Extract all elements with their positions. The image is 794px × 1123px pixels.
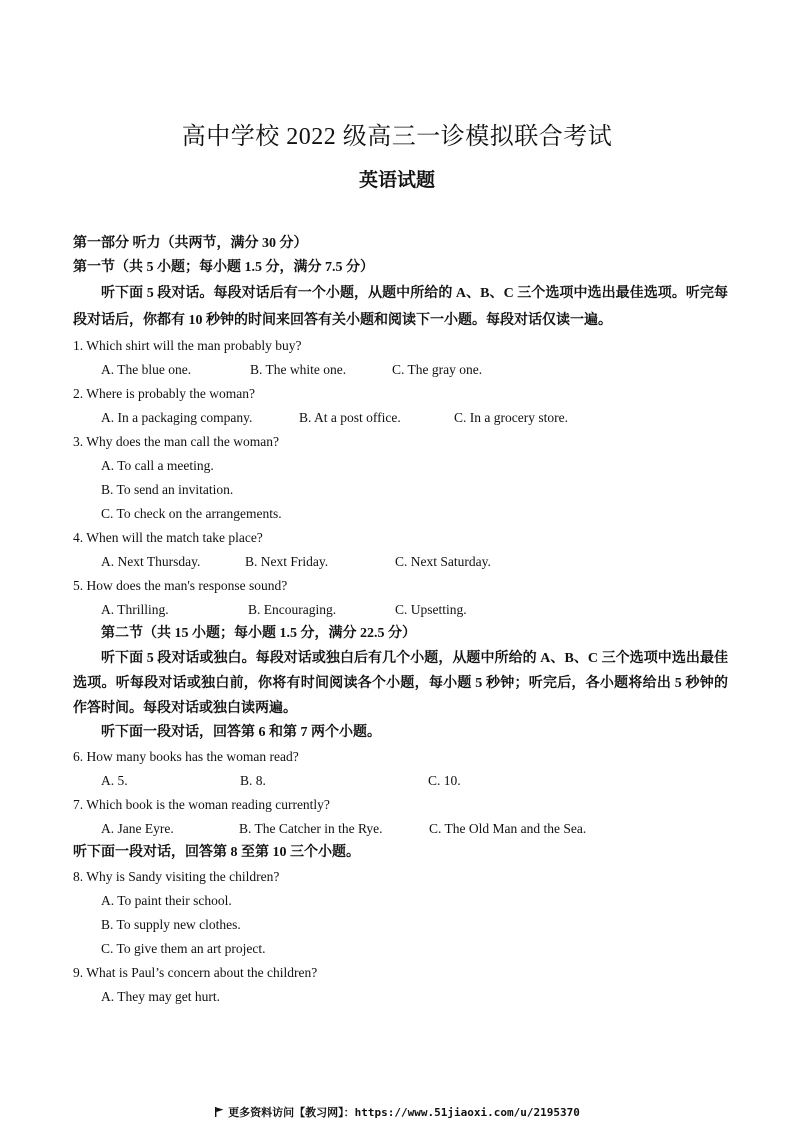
option-b: B. Encouraging. [248,602,337,617]
question-stem: 6. How many books has the woman read? [73,749,299,764]
section1-instructions: 听下面 5 段对话。每段对话后有一个小题，从题中所给的 A、B、C 三个选项中选出最佳选项。听完每段对话后，你都有 10 秒钟的时间来回答有关小题和阅读下一小题。每段对话仅读一遍。 [73,286,728,328]
option-a-text: A. To call a meeting. [101,458,214,473]
option-c [73,502,728,526]
option-b: B. 8. [240,773,266,788]
section1-heading: 第一节（共 5 小题；每小题 1.5 分，满分 7.5 分） [73,260,374,275]
question-stem: 4. When will the match take place? [73,530,263,545]
option-b: B. Next Friday. [245,554,329,569]
option-a: A. In a packaging company. [101,410,253,425]
question-stem: 2. Where is probably the woman? [73,386,255,401]
option-b: B. The white one. [250,362,347,377]
question-options [73,817,728,841]
option-c-text: C. To give them an art project. [101,941,266,956]
option-c: C. Upsetting. [395,602,467,617]
option-b: B. The Catcher in the Rye. [239,821,383,836]
option-a [73,889,728,913]
note-q8-10: 听下面一段对话，回答第 8 至第 10 三个小题。 [73,845,360,860]
option-c-text: C. To check on the arrangements. [101,506,282,521]
question-options [73,598,728,622]
section2-heading: 第二节（共 15 小题；每小题 1.5 分，满分 22.5 分） [101,626,416,641]
part1-heading: 第一部分 听力（共两节，满分 30 分） [73,236,308,251]
option-c: C. The Old Man and the Sea. [429,821,587,836]
option-a-text: A. To paint their school. [101,893,232,908]
question-stem: 3. Why does the man call the woman? [73,434,279,449]
exam-body [73,232,728,1009]
option-c: C. 10. [428,773,461,788]
note-q6-7: 听下面一段对话，回答第 6 和第 7 两个小题。 [101,725,381,740]
section2-instructions: 听下面 5 段对话或独白。每段对话或独白后有几个小题，从题中所给的 A、B、C 三个选项中选出最佳选项。听每段对话或独白前，你将有时间阅读各个小题，每小题 5 秒钟；听完后，各小题将给出 5 秒钟的作答时间。每段对话或独白读两遍。 [73,651,728,716]
footer-text[interactable]: 更多资料访问【教习网】：https://www.51jiaoxi.com/u/2195370 [228,1106,580,1119]
option-c: C. Next Saturday. [395,554,491,569]
option-a: A. Jane Eyre. [101,821,174,836]
footer-link[interactable] [0,1104,794,1120]
question-options [73,550,728,574]
option-a [73,454,728,478]
option-c: C. The gray one. [392,362,483,377]
option-c: C. In a grocery store. [454,410,568,425]
flag-icon [214,1107,224,1117]
option-b-text: B. To supply new clothes. [101,917,241,932]
option-b-text: B. To send an invitation. [101,482,234,497]
question-options [73,769,728,793]
option-a [73,985,728,1009]
option-a: A. The blue one. [101,362,192,377]
question-stem: 5. How does the man's response sound? [73,578,288,593]
exam-subtitle: 英语试题 [358,170,435,191]
option-a: A. Thrilling. [101,602,169,617]
option-a: A. 5. [101,773,128,788]
option-b [73,913,728,937]
question-options [73,358,728,382]
option-c [73,937,728,961]
option-a-text: A. They may get hurt. [101,989,220,1004]
option-b: B. At a post office. [299,410,401,425]
question-stem: 7. Which book is the woman reading currently? [73,797,330,812]
question-stem: 1. Which shirt will the man probably buy? [73,338,302,353]
question-stem: 8. Why is Sandy visiting the children? [73,869,280,884]
exam-title: 高中学校 2022 级高三一诊模拟联合考试 [181,124,613,150]
option-b [73,478,728,502]
question-options [73,406,728,430]
option-a: A. Next Thursday. [101,554,201,569]
question-stem: 9. What is Paul’s concern about the children? [73,965,318,980]
